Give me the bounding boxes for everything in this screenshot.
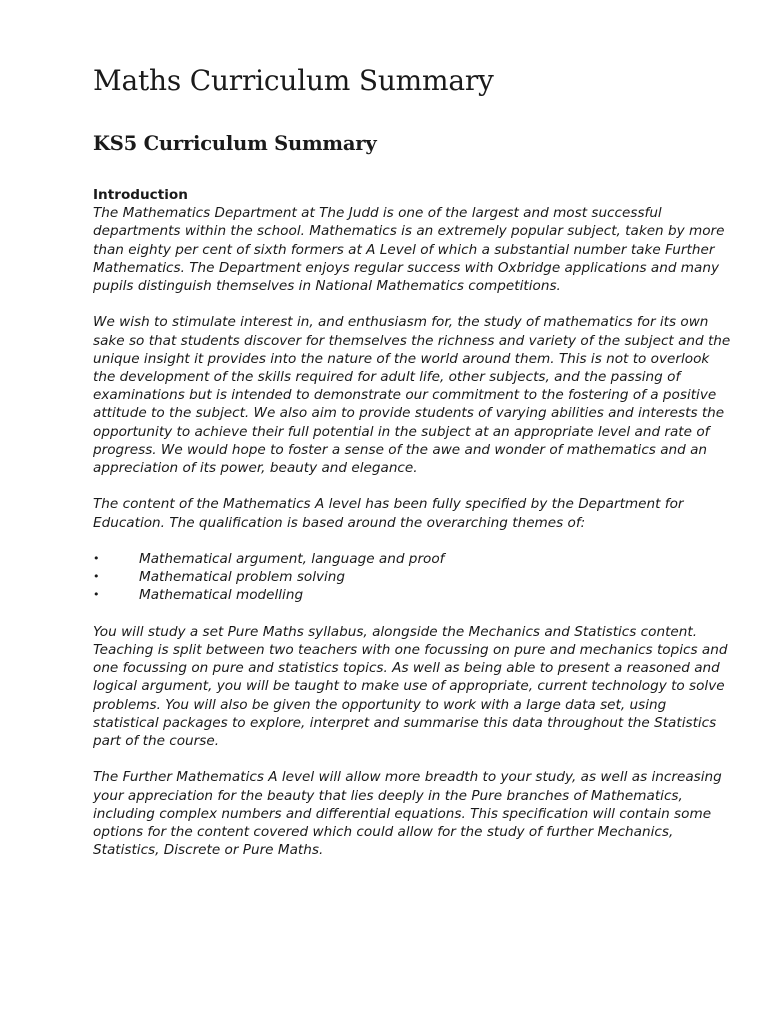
paragraph-line: part of the course. [93,733,220,750]
paragraph-line: the development of the skills required for adult life, other subjects, and the passing of [93,369,681,386]
paragraph-spacer [93,605,683,623]
paragraph-line: statistical packages to explore, interpret and summarise this data throughout the Statistics [93,714,717,731]
paragraph-line: attitude to the subject. We also aim to provide students of varying abilities and interests the [93,405,725,422]
introduction-heading: Introduction [93,187,188,203]
paragraph-line: including complex numbers and differential equations. This specification will contain some [93,805,712,822]
paragraph-line: departments within the school. Mathematics is an extremely popular subject, taken by more [93,223,725,240]
body-paragraph [93,623,728,750]
paragraph-line: The Mathematics Department at The Judd is one of the largest and most successful [93,205,662,222]
list-item [93,586,683,604]
document-title: Maths Curriculum Summary [93,64,494,97]
paragraph-line: Teaching is split between two teachers with one focussing on pure and mechanics topics and [93,642,728,659]
themes-list [93,550,683,605]
bullet-icon: • [93,570,100,584]
paragraph-line: options for the content covered which could allow for the study of further Mechanics, [93,824,674,841]
paragraph-line: your appreciation for the beauty that lies deeply in the Pure branches of Mathematics, [93,787,683,804]
paragraph-line: Mathematics. The Department enjoys regular success with Oxbridge applications and many [93,259,720,276]
paragraph-line: examinations but is intended to demonstrate our commitment to the fostering of a positive [93,387,717,404]
paragraph-line: sake so that students discover for themselves the richness and variety of the subject and the [93,332,731,349]
paragraph-spacer [93,750,683,768]
bullet-icon: • [93,588,100,602]
paragraph-line: opportunity to achieve their full potential in the subject at an appropriate level and rate of [93,423,710,440]
body-paragraph [93,495,683,531]
bullet-icon: • [93,552,100,566]
paragraph-line: The Further Mathematics A level will allow more breadth to your study, as well as increasing [93,769,722,786]
list-item-text: Mathematical modelling [139,587,304,604]
paragraph-line: logical argument, you will be taught to make use of appropriate, current technology to solve [93,678,725,695]
section-title: KS5 Curriculum Summary [93,132,377,155]
paragraph-line: problems. You will also be given the opportunity to work with a large data set, using [93,696,667,713]
paragraph-spacer [93,477,683,495]
document-body [93,204,731,859]
paragraph-line: one focussing on pure and statistics topics. As well as being able to present a reasoned and [93,660,720,677]
paragraph-line: than eighty per cent of sixth formers at A Level of which a substantial number take Further [93,241,715,258]
document-page [93,62,731,859]
paragraph-spacer [93,532,683,550]
paragraph-line: Education. The qualification is based around the overarching themes of: [93,514,586,531]
body-paragraph [93,204,725,295]
list-item [93,568,683,586]
paragraph-line: You will study a set Pure Maths syllabus, alongside the Mechanics and Statistics content. [93,623,698,640]
paragraph-spacer [93,295,683,313]
paragraph-line: The content of the Mathematics A level has been fully specified by the Department for [93,496,684,513]
paragraph-line: We wish to stimulate interest in, and enthusiasm for, the study of mathematics for its own [93,314,709,331]
list-item [93,550,683,568]
body-paragraph [93,768,722,859]
paragraph-line: appreciation of its power, beauty and elegance. [93,460,418,477]
paragraph-line: progress. We would hope to foster a sense of the awe and wonder of mathematics and an [93,441,708,458]
paragraph-line: unique insight it provides into the nature of the world around them. This is not to overlook [93,350,710,367]
list-item-text: Mathematical argument, language and proof [139,551,445,568]
paragraph-line: Statistics, Discrete or Pure Maths. [93,842,324,859]
list-item-text: Mathematical problem solving [139,569,346,586]
body-paragraph [93,313,731,477]
paragraph-line: pupils distinguish themselves in National Mathematics competitions. [93,278,561,295]
